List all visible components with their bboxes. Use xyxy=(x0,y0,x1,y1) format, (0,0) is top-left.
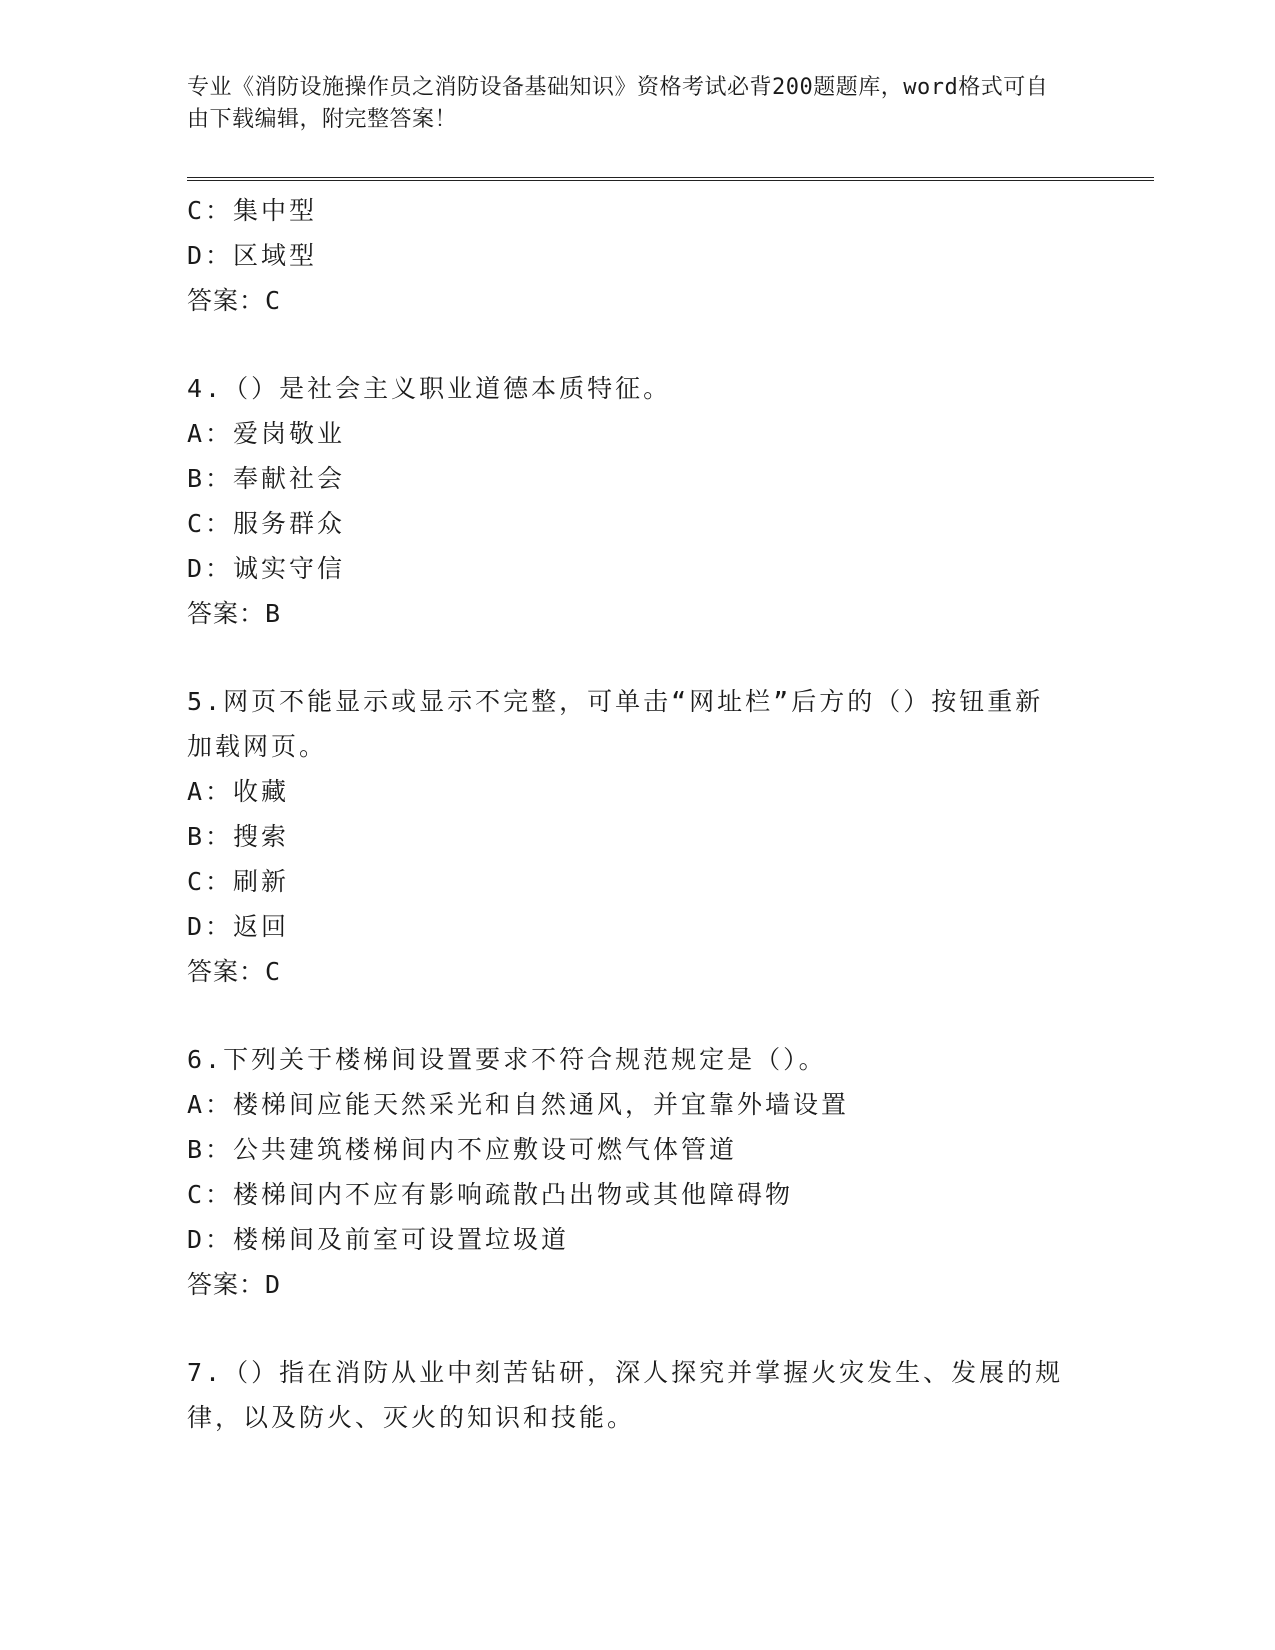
option-a: A：收藏 xyxy=(187,777,290,806)
option-d: D：区域型 xyxy=(187,241,318,270)
question-7 xyxy=(187,1350,1067,1440)
option-d: D：楼梯间及前室可设置垃圾道 xyxy=(187,1225,570,1254)
option-a: A：楼梯间应能天然采光和自然通风，并宜靠外墙设置 xyxy=(187,1090,850,1119)
page-header: 专业《消防设施操作员之消防设备基础知识》资格考试必背200题题库，word格式可自由下载编辑，附完整答案！ xyxy=(187,75,1049,132)
answer-line: 答案：C xyxy=(187,286,282,315)
header-divider xyxy=(187,177,1154,181)
option-b: B：搜索 xyxy=(187,822,290,851)
option-c: C：集中型 xyxy=(187,196,318,225)
question-stem: 5.网页不能显示或显示不完整，可单击“网址栏”后方的（）按钮重新加载网页。 xyxy=(187,687,1044,761)
option-d: D：诚实守信 xyxy=(187,554,346,583)
question-6 xyxy=(187,1037,1067,1307)
question-5 xyxy=(187,679,1067,994)
answer-line: 答案：C xyxy=(187,957,282,986)
question-stem: 7.（）指在消防从业中刻苦钻研，深人探究并掌握火灾发生、发展的规律，以及防火、灭火的知识和技能。 xyxy=(187,1358,1064,1432)
option-c: C：刷新 xyxy=(187,867,290,896)
option-b: B：奉献社会 xyxy=(187,464,346,493)
option-b: B：公共建筑楼梯间内不应敷设可燃气体管道 xyxy=(187,1135,738,1164)
question-3-continued xyxy=(187,188,1067,323)
answer-line: 答案：D xyxy=(187,1270,282,1299)
question-list xyxy=(187,188,1067,1440)
option-c: C：楼梯间内不应有影响疏散凸出物或其他障碍物 xyxy=(187,1180,794,1209)
option-d: D：返回 xyxy=(187,912,290,941)
question-stem: 4.（）是社会主义职业道德本质特征。 xyxy=(187,374,672,403)
option-c: C：服务群众 xyxy=(187,509,346,538)
question-4 xyxy=(187,366,1067,636)
option-a: A：爱岗敬业 xyxy=(187,419,346,448)
question-stem: 6.下列关于楼梯间设置要求不符合规范规定是（）。 xyxy=(187,1045,827,1074)
answer-line: 答案：B xyxy=(187,599,282,628)
